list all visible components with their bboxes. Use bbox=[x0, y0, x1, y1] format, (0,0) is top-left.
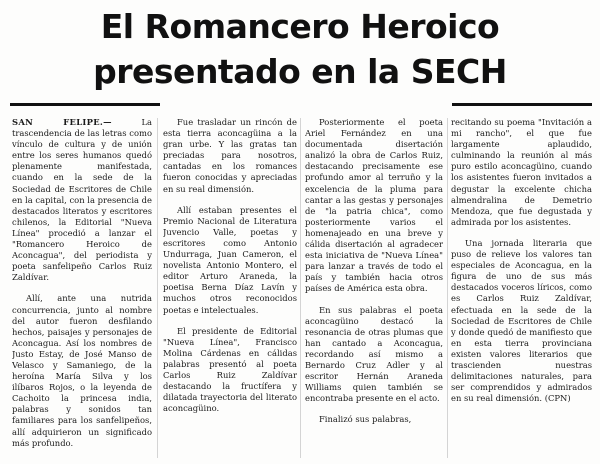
paragraph: El presidente de Editorial "Nueva Línea", Francisco Molina Cárdenas en cálidas palabras presentó al poeta Carlos Ruiz Zaldívar destacando la fructífera y dilatada trayectoria del literato aconcagüino. bbox=[163, 325, 297, 414]
paragraph bbox=[12, 117, 152, 283]
column-divider bbox=[157, 118, 158, 458]
paragraph: Posteriormente el poeta Ariel Fernández en una documentada disertación analizó la obra de Carlos Ruiz, destacando precisamente ese profundo amor al terruño y la excelencia de la pluma para cantar a las gestas y personajes de "la patria chica", como posteriormente varios el homenajeado en una breve y cálida disertación al agradecer esta iniciativa de "Nueva Línea" para lanzar a través de todo el país y también hacia otros países de América esta obra. bbox=[305, 117, 443, 294]
rule-left bbox=[10, 103, 160, 106]
article-column-3 bbox=[305, 117, 443, 462]
paragraph-text: La trascendencia de las letras como vínculo de cultura y de unión entre los seres humanos quedó plenamente manifestada, cuando en la sede de la Sociedad de Escritores de Chile en la capital, con la presencia de destacados literatos y escritores chilenos, la Editorial "Nueva Línea" procedió a lanzar el "Romancero Heroico de Aconcagua", del periodista y poeta sanfelipeño Carlos Ruiz Zaldívar. bbox=[12, 117, 152, 283]
article-column-2 bbox=[163, 117, 297, 462]
headline-line-1: El Romancero Heroico bbox=[100, 7, 500, 46]
column-divider bbox=[300, 118, 301, 458]
paragraph: Una jornada literaria que puso de relieve los valores tan especiales de Aconcagua, en la figura de uno de sus más destacados voceros líricos, como es Carlos Ruiz Zaldívar, efectuada en la sede de la Sociedad de Escritores de Chile y donde quedó de manifiesto que en esta tierra provinciana existen valores literarios que trascienden nuestras delimitaciones naturales, para ser comprendidos y admirados en su real dimensión. (CPN) bbox=[451, 237, 592, 404]
paragraph: recitando su poema "Invitación a mi rancho", el que fue largamente aplaudido, culminando la reunión al más puro estilo aconcagüino, cuando los asistentes fueron invitados a degustar la excelente chicha almendralina de Demetrio Mendoza, que fue degustada y admirada por los asistentes. bbox=[451, 117, 592, 227]
headline-line-2: presentado en la SECH bbox=[93, 52, 507, 91]
column-divider bbox=[447, 118, 448, 458]
article-headline bbox=[90, 4, 510, 94]
paragraph: Allí estaban presentes el Premio Nacional de Literatura Juvencio Valle, poetas y escritores como Antonio Undurraga, Juan Cameron, el novelista Antonio Montero, el editor Arturo Araneda, la poetisa Berna Díaz Lavín y muchos otros reconocidos poetas e intelectuales. bbox=[163, 204, 297, 315]
dateline: SAN FELIPE.— bbox=[12, 117, 112, 127]
paragraph: En sus palabras el poeta aconcagüino destacó la resonancia de otras plumas que han cantado a Aconcagua, recordando así mismo a Bernardo Cruz Adler y al escritor Hernán Araneda Williams quien también se encontraba presente en el acto. bbox=[305, 304, 443, 404]
paragraph: Finalizó sus palabras, bbox=[319, 414, 412, 425]
rule-right bbox=[452, 103, 592, 106]
paragraph: Allí, ante una nutrida concurrencia, junto al nombre del autor fueron desfilando hechos, paisajes y personajes de Aconcagua. Así los nombres de Justo Estay, de José Manso de Velasco y Samaniego, de la heroína María Silva y los ilíbaros Rojos, o la leyenda de Cachoito la princesa india, palabras y sonidos tan familiares para los sanfelipeños, allí adquirieron un significado más profundo. bbox=[12, 293, 152, 448]
article-column-1 bbox=[12, 117, 152, 462]
paragraph: Fue trasladar un rincón de esta tierra aconcagüina a la gran urbe. Y las gratas tan preciadas para nosotros, cantadas en los romances fueron conocidas y apreciadas en su real dimensión. bbox=[163, 117, 297, 194]
article-column-4 bbox=[451, 117, 592, 462]
